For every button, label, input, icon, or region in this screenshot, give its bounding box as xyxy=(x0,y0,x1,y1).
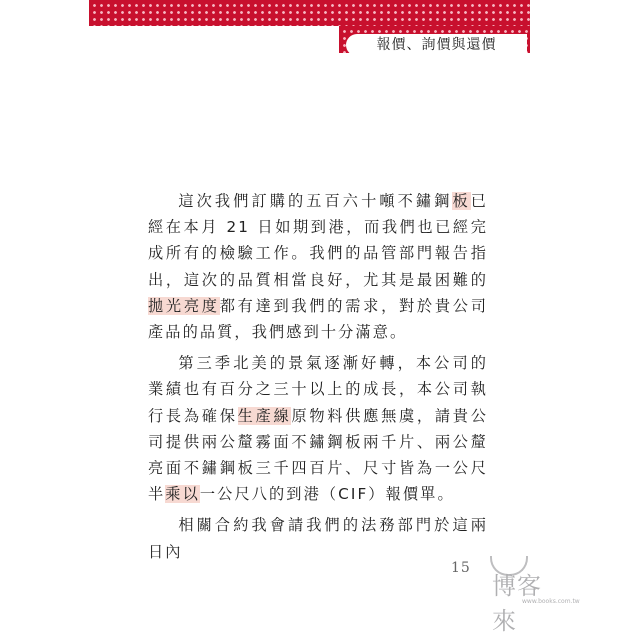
watermark-text: 博客來 xyxy=(492,572,542,635)
highlighted-term: 乘以 xyxy=(165,485,200,504)
text-run: 已經在本月 21 日如期到港，而我們也已經完成所有的檢驗工作。我們的品管部門報告指出，這次的品質相當良好，尤其是最困難的 xyxy=(148,192,489,289)
body-text xyxy=(148,188,488,570)
highlighted-term: 生產線 xyxy=(237,406,292,425)
book-page xyxy=(89,0,580,635)
page-number: 15 xyxy=(451,560,471,576)
highlighted-term: 拋光亮度 xyxy=(148,296,220,315)
watermark-url: www.books.com.tw xyxy=(522,598,580,605)
header-dotted-band xyxy=(89,0,530,26)
text-run: 原物料供應無虞，請貴公司提供兩公釐霧面不鏽鋼板兩千片、兩公釐亮面不鏽鋼板三千四百片、尺寸皆為一公尺半 xyxy=(148,406,488,504)
paragraph xyxy=(148,188,488,345)
chapter-title: 報價、詢價與還價 xyxy=(346,34,527,56)
books-watermark xyxy=(444,550,580,635)
paragraph xyxy=(148,350,488,507)
text-run: 這次我們訂購的五百六十噸不鏽鋼 xyxy=(178,192,453,210)
text-run: 相關合約我會請我們的法務部門於這兩日內 xyxy=(148,516,488,561)
text-run: 都有達到我們的需求，對於貴公司產品的品質，我們感到十分滿意。 xyxy=(148,296,488,342)
highlighted-term: 板 xyxy=(452,192,471,210)
paragraph xyxy=(148,512,488,564)
text-run: 第三季北美的景氣逐漸好轉，本公司的業績也有百分之三十以上的成長，本公司執行長為確保 xyxy=(148,354,488,425)
text-run: 一公尺八的到港（CIF）報價單。 xyxy=(199,485,455,504)
